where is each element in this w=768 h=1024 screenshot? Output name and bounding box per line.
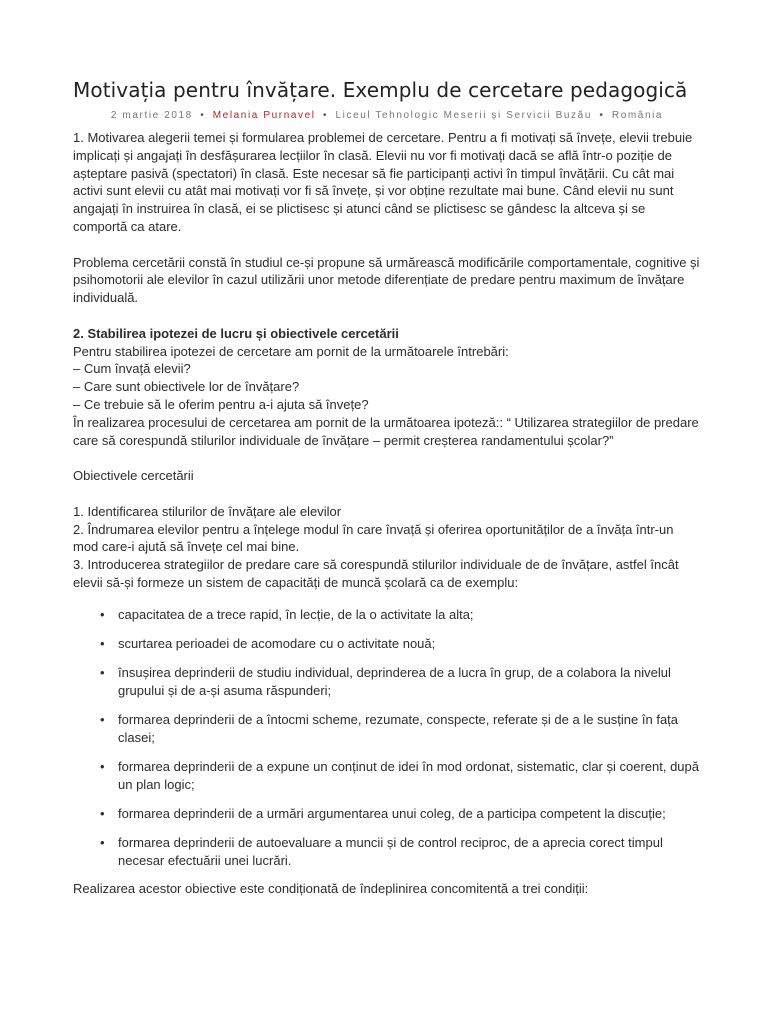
bullet-icon: • <box>100 834 105 850</box>
meta-separator: • <box>323 110 329 121</box>
question-item: – Cum învață elevii? <box>73 361 191 377</box>
article-body <box>73 129 701 898</box>
author-link[interactable]: Melania Purnavel <box>212 110 316 121</box>
paragraph-questions-intro: Pentru stabilirea ipotezei de cercetare am pornit de la următoarele întrebări: <box>73 343 509 359</box>
list-item: • formarea deprinderii de a întocmi scheme, rezumate, conspecte, referate și de a le susține în fața clasei; <box>100 711 679 745</box>
bullet-icon: • <box>100 711 105 727</box>
article-meta <box>73 109 701 123</box>
objectives-heading: Obiectivele cercetării <box>73 468 194 484</box>
objective-item: 2. Îndrumarea elevilor pentru a înțelege modul în care învață și oferirea oportunităților de a învăța într-un mod care-i ajută să învețe cel mai bine. <box>73 521 674 555</box>
list-item: • formarea deprinderii de a urmări argumentarea unui coleg, de a participa competent la discuție; <box>100 805 666 821</box>
capacities-list <box>73 606 701 870</box>
question-item: – Ce trebuie să le oferim pentru a-i ajuta să învețe? <box>73 396 369 412</box>
question-item: – Care sunt obiectivele lor de învățare? <box>73 379 300 395</box>
bullet-icon: • <box>100 805 105 821</box>
school-name: Liceul Tehnologic Meserii și Servicii Buzău <box>335 110 592 121</box>
paragraph-hypothesis: În realizarea procesului de cercetarea am pornit de la următoarea ipoteză:: “ Utilizarea strategiilor de predare care să corespundă stilurilor individuale de învățare – permit creșterea randamentului școlar?” <box>73 414 699 448</box>
bullet-icon: • <box>100 758 105 774</box>
list-item: • formarea deprinderii de autoevaluare a muncii și de control reciproc, de a aprecia corect timpul necesar efectuării unei lucrări. <box>100 834 663 868</box>
article-title: Motivația pentru învățare. Exemplu de cercetare pedagogică <box>73 78 688 102</box>
publish-date: 2 martie 2018 <box>110 110 193 121</box>
bullet-icon: • <box>100 606 105 622</box>
objective-item: 1. Identificarea stilurilor de învățare ale elevilor <box>73 503 342 519</box>
country-name: România <box>611 110 664 121</box>
list-item: • însușirea deprinderii de studiu individual, deprinderea de a lucra în grup, de a colabora la nivelul grupului și de a-și asuma răspunderi; <box>100 664 671 698</box>
bullet-icon: • <box>100 664 105 680</box>
paragraph-motivation: 1. Motivarea alegerii temei și formularea problemei de cercetare. Pentru a fi motivați să învețe, elevii trebuie implicați și angajați în desfășurarea lecțiilor în clasă. Elevii nu vor fi motivați dacă se află într-o poziție de așteptare pasivă (spectatori) în clasă. Este necesar să fie participanți activi în timpul învățării. Cu cât mai activi sunt elevii cu atât mai motivați vor fi să învețe, și vor obține rezultate mai bune. Când elevii nu sunt angajați în instruirea în clasă, ei se plictisesc și atunci când se plictisesc se gândesc la altceva și se comportă ca atare. <box>73 130 693 234</box>
paragraph-problem: Problema cercetării constă în studiul ce-și propune să urmărească modificările comportamentale, cognitive și psihomotorii ale elevilor în cazul utilizării unor metode diferențiate de predare pentru maximum de învățare individuală. <box>73 254 700 306</box>
list-item: • scurtarea perioadei de acomodare cu o activitate nouă; <box>100 635 436 651</box>
section-heading: 2. Stabilirea ipotezei de lucru și obiectivele cercetării <box>73 325 399 341</box>
bullet-icon: • <box>100 635 105 651</box>
article <box>73 78 701 898</box>
paragraph-closing: Realizarea acestor obiective este condiționată de îndeplinirea concomitentă a trei condiții: <box>73 880 589 896</box>
list-item: • capacitatea de a trece rapid, în lecție, de la o activitate la alta; <box>100 606 474 622</box>
meta-separator: • <box>599 110 605 121</box>
meta-separator: • <box>200 110 206 121</box>
list-item: • formarea deprinderii de a expune un conținut de idei în mod ordonat, sistematic, clar și coerent, după un plan logic; <box>100 758 700 792</box>
objective-item: 3. Introducerea strategiilor de predare care să corespundă stilurilor individuale de de învățare, astfel încât elevii să-și formeze un sistem de capacități de muncă școlară ca de exemplu: <box>73 557 679 590</box>
